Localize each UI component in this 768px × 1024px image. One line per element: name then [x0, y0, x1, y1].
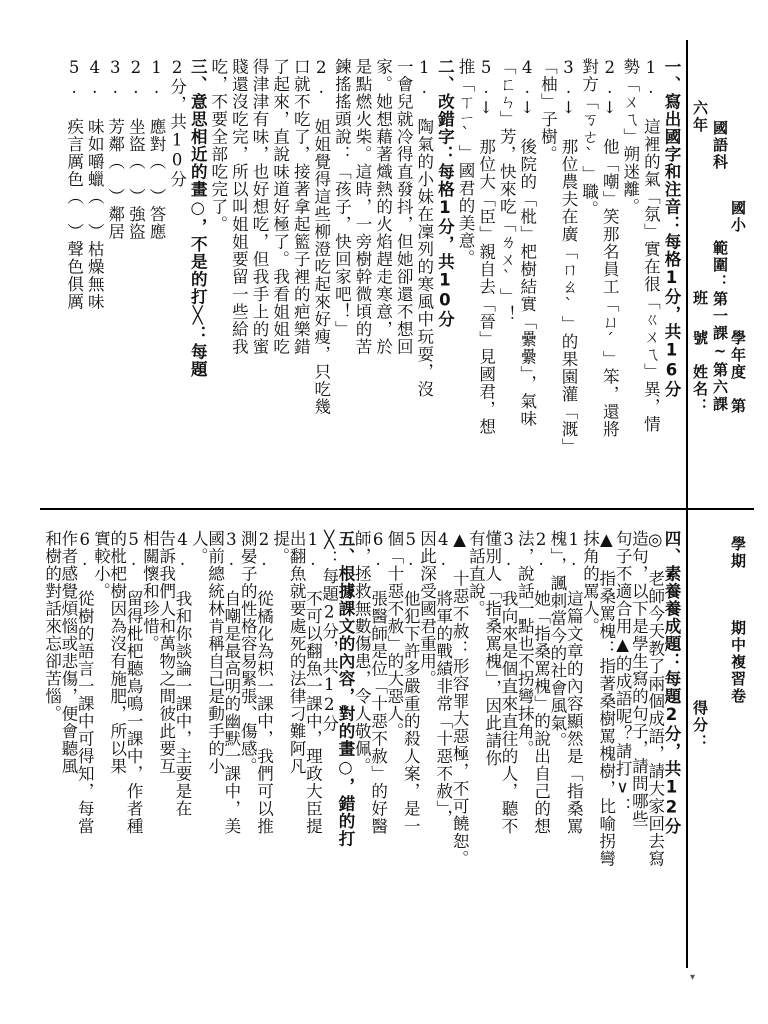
- top-line: 5.↓ 那位大「臣」親自去「晉」見國君，想: [476, 58, 496, 436]
- bottom-line: 5. 他犯下許多嚴重的殺人案，是一: [401, 530, 421, 835]
- top-line: 4. 味如嚼蠟（ ）枯燥無味: [85, 58, 105, 311]
- top-line: 「柚」子樹。: [538, 58, 558, 163]
- bottom-line: ╳：每題2分，共12分: [319, 530, 339, 733]
- top-line: 4.↓ 後院的「枇」杷樹結實「纍纍」，氣味: [517, 58, 537, 428]
- bottom-line: 四、素養養成題：每題2分，共12分: [662, 530, 681, 835]
- score-label: 得分：: [691, 700, 709, 751]
- page-mark: ▾: [690, 972, 696, 983]
- bottom-line: 的枇杷樹因為沒有施肥，所以果: [107, 530, 127, 775]
- middle-divider: [40, 508, 686, 510]
- subject-label: 國語科: [711, 120, 729, 171]
- top-line: 三、意思相近的畫○，不是的打╳：每題: [188, 58, 208, 378]
- bottom-line: ▲ 指桑罵槐：指著桑樹罵槐樹，比喻拐彎: [596, 530, 616, 868]
- bottom-line: 造句，以下是學生寫的句子，請問哪些: [629, 530, 649, 828]
- school-label: 國小: [729, 200, 747, 234]
- bottom-line: 槐」，諷刺當今的社會風氣。: [547, 530, 567, 750]
- top-line: 3. 芳鄰（ ）鄰居: [105, 58, 125, 241]
- top-line: 2分，共10分: [167, 58, 187, 188]
- bottom-line: 4. 我和你談論一課中，主要是在: [173, 530, 192, 818]
- top-line: 是點燃火柴。這時，一旁樹幹微頃的苦: [353, 58, 372, 356]
- top-line: 1. 陶氣的小妹在凜列的寒風中玩耍，沒: [414, 58, 434, 398]
- bottom-line: 抹角的罵人。: [580, 530, 600, 635]
- bottom-line: 師，拯救無數傷患，令人敬佩。: [352, 530, 372, 775]
- scope-label: 範圍：第一課~第六課: [711, 240, 729, 413]
- bottom-line: 實較小。: [91, 530, 111, 600]
- top-line: 勢「ㄨㄟ」朔迷離。: [620, 58, 640, 216]
- top-line: 家。她想藉著熾熱的火焰趕走寒意，於: [373, 58, 393, 356]
- bottom-line: 5. 留得枇杷聽鳥鳴一課中，作者種: [124, 530, 144, 835]
- bottom-line: 懂別人「指桑罵槐」，因此請你: [482, 530, 502, 767]
- top-line: 2. 坐盜（ ）強盜: [126, 58, 146, 241]
- bottom-line: ◎ 老師今天教了兩個成語，請大家回去寫: [645, 530, 665, 868]
- bottom-line: 告訴我們人和萬物之間彼此要互: [156, 530, 176, 775]
- exam-title: 期中複習卷: [729, 620, 747, 705]
- top-line: 吃，不要全部吃完了。: [208, 58, 228, 233]
- bottom-line: 1. 不可以翻魚一課中，理政大臣提: [303, 530, 323, 835]
- bottom-line: 國前總統林肯稱自己是動手的小: [205, 530, 225, 775]
- top-line: 「ㄈㄣ」芳，快來吃「ㄌㄨˋ」！: [497, 58, 517, 323]
- top-line: 得津津有味，也好想吃，但我手上的蜜: [250, 58, 269, 356]
- top-line: 一會兒就冷得直發抖，但她卻還不想回: [394, 58, 414, 356]
- bottom-line: 2. 她「指桑罵槐」的說出自己的想: [531, 530, 551, 835]
- bottom-line: 因此深受國君重用。: [417, 530, 437, 688]
- class-label: 班: [691, 290, 709, 307]
- bottom-line: 有話直說。: [466, 530, 486, 618]
- bottom-line: 法，說話一點也不拐彎抹角。: [515, 530, 535, 758]
- top-line: 了起來，直說味道好極了。我看姐姐吃: [270, 58, 290, 356]
- bottom-line: 句子不適合用▲的成語呢？請打∨：: [613, 530, 633, 815]
- header-divider: [686, 508, 754, 510]
- top-line: 二、改錯字：每格1分，共10分: [435, 58, 455, 328]
- top-line: 1. 應對（ ）答應: [147, 58, 166, 241]
- bottom-line: 五、根據課文的內容，對的畫○，錯的打: [336, 530, 355, 848]
- bottom-line: 3. 我向來是個直來直往的人，聽不: [499, 530, 518, 835]
- bottom-line: 1. 這篇文章的內容顯然是「指桑罵: [564, 530, 584, 835]
- bottom-line: 4. 將軍的戰績非常「十惡不赦」，: [433, 530, 453, 827]
- top-line: 賤還沒吃完，所以叫姐姐要留一些給我: [229, 58, 249, 356]
- bottom-line: 3. 自嘲是最高明的幽默一課中，美: [221, 530, 241, 835]
- top-line: 2.↓ 他「嘲」笑那名員工「ㄩˊ」笨，還將: [600, 58, 620, 438]
- term-label: 學期: [729, 536, 747, 570]
- bottom-line: 和樹的對話來忘卻苦惱。: [42, 530, 62, 723]
- top-line: 對方「ㄎㄜˋ」職。: [579, 58, 599, 218]
- year-term-label: 學年度 第: [729, 330, 747, 415]
- bottom-line: 作者感覺煩惱或悲傷，便會聽風: [58, 530, 78, 775]
- bottom-line: 個「十惡不赦」的大惡人。: [384, 530, 404, 740]
- bottom-line: 測晏子的性格容易緊張、傷感。: [238, 530, 258, 775]
- top-line: 推「ㄒㄧˋ」國君的美意。: [456, 58, 475, 268]
- header-border-left: [686, 40, 688, 968]
- bottom-line: 人。: [189, 530, 209, 565]
- top-line: 一、寫出國字和注音：每格1分，共16分: [662, 58, 681, 398]
- top-line: 3.↓ 那位農夫在廣「ㄇㄠˋ」的果園灌「溉」: [559, 58, 578, 456]
- top-line: 5. 疾言厲色（ ）聲色俱厲: [64, 58, 84, 311]
- number-name-label: 號 姓名：: [691, 330, 709, 415]
- bottom-line: 6. 從樹的語言一課中可得知，每當: [75, 530, 95, 835]
- bottom-line: ▲ 十惡不赦：形容罪大惡極，不可饒恕。: [450, 530, 470, 868]
- bottom-line: 6. 張醫師是位「十惡不赦」的好醫: [368, 530, 388, 835]
- bottom-line: 出翻魚就要處死的法律刁難阿凡: [287, 530, 307, 775]
- top-line: 2. 姐姐覺得這些柳澄吃起來好瘦，只吃幾: [311, 58, 331, 416]
- bottom-line: 相關懷和珍惜。: [140, 530, 160, 653]
- grade-label: 六年: [691, 100, 709, 134]
- top-line: 1. 這裡的氣「氛」實在很「ㄍㄨㄟ」異，情: [641, 58, 661, 433]
- bottom-line: 2. 從橘化為枳一課中，我們可以推: [254, 530, 274, 835]
- top-line: 口就不吃了，接著拿起籃子裡的疤樂錯: [291, 58, 311, 356]
- top-line: 鍊搖搖頭說：「孩子，快回家吧！」: [332, 58, 352, 338]
- bottom-line: 提。: [270, 530, 290, 565]
